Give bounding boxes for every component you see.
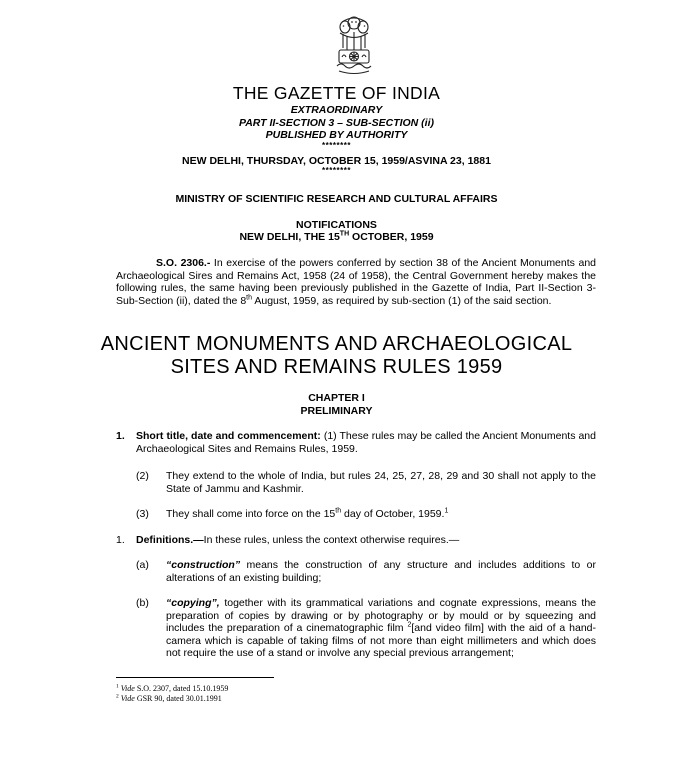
footnote-ref-2[interactable]: 2: [407, 621, 412, 629]
extraordinary-label: EXTRAORDINARY: [290, 104, 383, 116]
rule-1-3-text: They shall come into force on the 15th day of October, 1959.$^1$: [166, 507, 449, 520]
state-emblem-icon: [333, 14, 375, 80]
footnote-divider: [116, 677, 274, 678]
ministry-heading: MINISTRY OF SCIENTIFIC RESEARCH AND CULTURAL AFFAIRS: [175, 193, 498, 205]
notifications-heading: NOTIFICATIONS: [296, 219, 377, 231]
rule-2-a-text: “construction” means the construction of any structure and includes additions to or alterations of an existing building;: [166, 559, 596, 584]
rule-2-b-number: (b): [136, 597, 149, 609]
rule-1-2-text: They extend to the whole of India, but rules 24, 25, 27, 28, 29 and 30 shall not apply to the State of Jammu and Kashmir.: [166, 470, 596, 495]
chapter-heading: CHAPTER I: [308, 392, 365, 404]
rule-1-2-number: (2): [136, 470, 149, 482]
footnote-ref-1[interactable]: 1: [444, 507, 449, 515]
rule-2-b-text: “copying”, together with its grammatical variations and cognate expressions, means the preparation of copies by drawing or by photography or by mould or by squeezing and includes the preparation of a cinematographic film $^2$[and video film] with the aid of a hand-camera which is capable of taking films of not more than eight millimeters and which does not require the use of a stand or involve any special previous arrangement;: [166, 597, 596, 660]
rules-title: ANCIENT MONUMENTS AND ARCHAEOLOGICAL SITES AND REMAINS RULES 1959: [100, 333, 573, 378]
published-label: PUBLISHED BY AUTHORITY: [265, 129, 408, 141]
rule-1-3-number: (3): [136, 508, 149, 520]
intro-paragraph: S.O. 2306.- In exercise of the powers conferred by section 38 of the Ancient Monuments and Archaeological Sires and Remains Act, 1958 (24 of 1958), the Central Government hereby makes the following rules, the same having been previously published in the Gazette of India, Part II-Section 3-Sub-Section (ii), dated the 8th August, 1959, as required by sub-section (1) of the said section.: [116, 257, 596, 307]
rule-2-number: 1.: [116, 534, 125, 546]
issue-date-line: NEW DELHI, THURSDAY, OCTOBER 15, 1959/ASVINA 23, 1881: [182, 155, 491, 167]
footnote-1: $^1$ Vide S.O. 2307, dated 15.10.1959: [116, 683, 229, 693]
stars-divider-2: ********: [322, 166, 351, 175]
rule-2-a-number: (a): [136, 559, 149, 571]
rule-2-text: Definitions.—In these rules, unless the context otherwise requires.—: [136, 534, 460, 546]
part-section-label: PART II-SECTION 3 – SUB-SECTION (ii): [238, 117, 435, 129]
rule-1-text: Short title, date and commencement: (1) These rules may be called the Ancient Monuments and Archaeological Sites and Remains Rules, 1959.: [136, 430, 596, 455]
notification-date: NEW DELHI, THE 15TH OCTOBER, 1959: [239, 230, 434, 243]
rule-1-number: 1.: [116, 430, 125, 442]
so-number: S.O. 2306.-: [156, 257, 211, 269]
preliminary-heading: PRELIMINARY: [300, 405, 373, 417]
gazette-title: THE GAZETTE OF INDIA: [232, 83, 441, 103]
stars-divider: ********: [322, 141, 351, 150]
footnote-2: $^2$ Vide GSR 90, dated 30.01.1991: [116, 693, 222, 703]
